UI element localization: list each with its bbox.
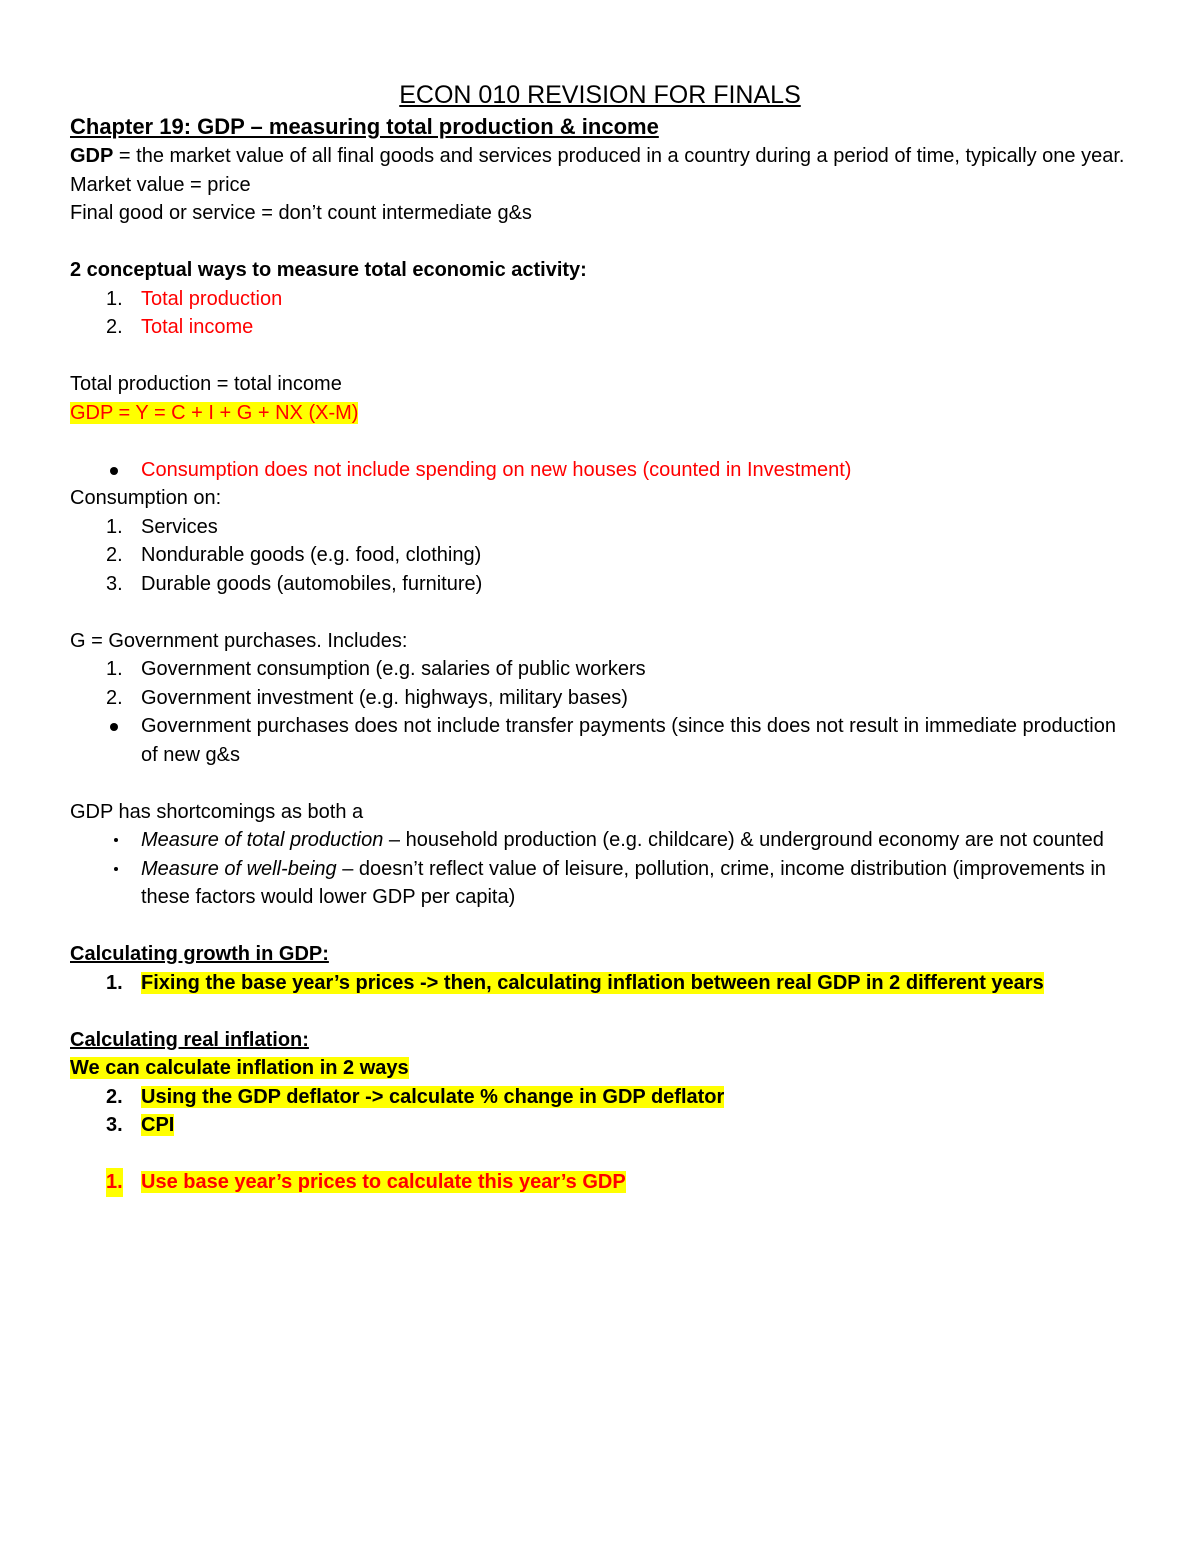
inflation-intro: We can calculate inflation in 2 ways: [70, 1057, 409, 1079]
bullet-icon: [114, 838, 118, 842]
list-item: [70, 541, 1130, 570]
list-item-text: CPI: [141, 1114, 175, 1136]
consumption-note: Consumption does not include spending on new houses (counted in Investment): [141, 458, 852, 481]
document-content: [70, 80, 1130, 1197]
list-item: [70, 570, 1130, 599]
list-number: 1.: [106, 515, 123, 538]
ways-heading: 2 conceptual ways to measure total economic activity:: [70, 259, 587, 281]
ways-list: [70, 285, 1130, 342]
list-number: 1.: [106, 971, 123, 994]
list-item-text: Government consumption (e.g. salaries of public workers: [141, 658, 646, 680]
growth-heading: Calculating growth in GDP:: [70, 943, 329, 965]
list-item-text: Total production: [141, 287, 283, 310]
spacer: [70, 228, 1130, 257]
list-number: 2.: [106, 1085, 123, 1108]
list-number: 1.: [106, 287, 123, 310]
bullet-icon: [110, 467, 118, 475]
list-item-text: Nondurable goods (e.g. food, clothing): [141, 544, 482, 566]
shortcoming-term: Measure of well-being: [141, 857, 337, 880]
list-item: [70, 969, 1130, 998]
list-number: 3.: [106, 572, 123, 595]
list-item-text: Total income: [141, 316, 254, 338]
list-number: 1.: [106, 658, 123, 680]
shortcomings-heading: GDP has shortcomings as both a: [70, 800, 364, 823]
inflation-heading: Calculating real inflation:: [70, 1028, 309, 1051]
final-list: [70, 1168, 1130, 1197]
list-item: [70, 826, 1130, 855]
list-item-text: Use base year’s prices to calculate this year’s GDP: [141, 1171, 626, 1193]
spacer: [70, 912, 1130, 941]
list-item: [70, 655, 1130, 684]
shortcoming-term: Measure of total production: [141, 829, 384, 851]
inflation-list: [70, 1083, 1130, 1140]
list-item: [70, 313, 1130, 342]
shortcoming-text: – doesn’t reflect value of leisure, pollution, crime, income distribution (improvements in these factors would lower GDP per capita): [141, 857, 1106, 908]
list-number: 3.: [106, 1114, 123, 1136]
spacer: [70, 342, 1130, 371]
market-value-line: Market value = price: [70, 173, 251, 196]
list-number: 2.: [106, 686, 123, 709]
formula-line: [70, 399, 1130, 428]
chapter-heading: Chapter 19: GDP – measuring total production & income: [70, 114, 659, 139]
gdp-definition-text: = the market value of all final goods and services produced in a country during a period of time, typically one year.: [113, 145, 1125, 167]
list-item-text: Government investment (e.g. highways, military bases): [141, 686, 628, 709]
list-item: [70, 1168, 1130, 1197]
consumption-note-list: [70, 456, 1130, 485]
gdp-definition: [70, 142, 1130, 171]
list-item: [70, 684, 1130, 713]
bullet-icon: [114, 867, 118, 871]
growth-list: [70, 969, 1130, 998]
gdp-term: GDP: [70, 145, 114, 167]
government-heading: G = Government purchases. Includes:: [70, 629, 408, 652]
list-item: [70, 712, 1130, 769]
list-item-text: Durable goods (automobiles, furniture): [141, 572, 483, 595]
equality-line: Total production = total income: [70, 373, 342, 395]
gdp-formula: GDP = Y = C + I + G + NX (X-M): [70, 401, 359, 424]
spacer: [70, 997, 1130, 1026]
shortcomings-list: [70, 826, 1130, 912]
list-number: 2.: [106, 316, 123, 338]
list-number: 2.: [106, 544, 123, 566]
spacer: [70, 1140, 1130, 1169]
list-item: [70, 285, 1130, 314]
consumption-list: [70, 513, 1130, 599]
list-item: [70, 855, 1130, 912]
list-item: [70, 1083, 1130, 1112]
spacer: [70, 598, 1130, 627]
spacer: [70, 769, 1130, 798]
list-item: [70, 456, 1130, 485]
inflation-intro-line: [70, 1054, 1130, 1083]
government-note: Government purchases does not include transfer payments (since this does not result in immediate production of new g&s: [141, 715, 1116, 766]
spacer: [70, 427, 1130, 456]
list-item-text: Fixing the base year’s prices -> then, calculating inflation between real GDP in 2 different years: [141, 971, 1044, 994]
government-list: [70, 655, 1130, 769]
final-good-line: Final good or service = don’t count intermediate g&s: [70, 202, 532, 224]
page-title: ECON 010 REVISION FOR FINALS: [399, 81, 801, 109]
list-item: [70, 513, 1130, 542]
list-item-text: Using the GDP deflator -> calculate % change in GDP deflator: [141, 1085, 725, 1108]
list-item: [70, 1111, 1130, 1140]
shortcoming-text: – household production (e.g. childcare) & underground economy are not counted: [383, 829, 1104, 851]
consumption-heading: Consumption on:: [70, 487, 222, 509]
bullet-icon: [110, 723, 118, 731]
list-item-text: Services: [141, 515, 218, 538]
list-number: 1.: [106, 1168, 123, 1197]
